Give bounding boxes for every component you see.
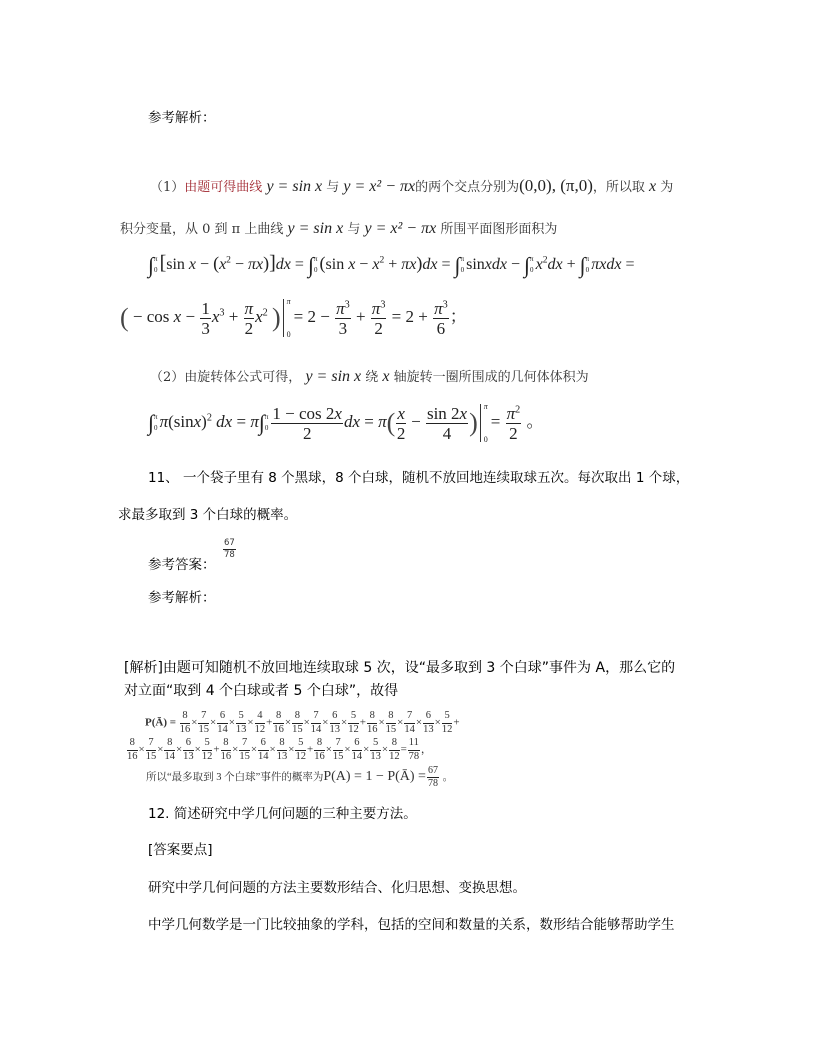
conclusion-den: 78 bbox=[427, 778, 438, 789]
q11-answer-den: 78 bbox=[224, 549, 235, 560]
part1-line2-b: 与 bbox=[347, 222, 361, 237]
analysis-label: 参考解析： bbox=[148, 110, 216, 126]
q11-explain-line2: 对立面“取到 4 个白球或者 5 个白球”，故得 bbox=[124, 683, 399, 699]
part2-var: x bbox=[382, 368, 390, 385]
solution-part1-line1 bbox=[150, 176, 673, 196]
q11-line1 bbox=[148, 466, 689, 486]
q11-answer-label: 参考答案： bbox=[148, 557, 216, 573]
equation-1: ∫ π 0 [sin $x - (x^2 - \pi x)]dx$ = ∫ π 0 (sin $x - x^2 + \pi x)dx$ = ∫ π 0 sinxdx − ∫ π 0 $x^2dx$ + ∫ π 0 πxdx = bbox=[148, 252, 635, 278]
q11-text-line1: 一个袋子里有 8 个黑球，8 个白球，随机不放回地连续取球五次。每次取出 1 个球， bbox=[182, 470, 690, 486]
q12-para1: 研究中学几何问题的方法主要数形结合、化归思想、变换思想。 bbox=[148, 880, 526, 896]
equation-3: ∫ π 0 $\pi(\sin x)^2$ dx = π∫ π 0 $\frac{1 - \cos 2x}{2}$ dx = π( $\frac{x}{2}$ − $\frac{\sin 2x}{4}$ ) π 0 = $\frac{\pi^2}{2}$ 。 bbox=[148, 402, 544, 444]
prob-row-1: P(Ā) = $\frac{8}{16}$ × $\frac{7}{15}$ × $\frac{6}{14}$ × $\frac{5}{13}$ × $\frac{4}{12}$ + $\frac{8}{16}$ × $\frac{8}{15}$ × $\frac{7}{14}$ × $\frac{6}{13}$ × $\frac{5}{12}$ + $\frac{8}{16}$ × $\frac{8}{15}$ × $\frac{7}{14}$ × $\frac{6}{13}$ × $\frac{5}{12}$ + bbox=[145, 710, 460, 735]
prob-conclusion: 所以“最多取到 3 个白球”事件的概率为P(A) = 1 − P(Ā) = $\frac{67}{78}$ 。 bbox=[146, 765, 454, 789]
q11-number: 11、 bbox=[148, 470, 179, 486]
q11-explain-line1: [解析]由题可知随机不放回地连续取球 5 次，设“最多取到 3 个白球”事件为 A，那么它的 bbox=[124, 660, 676, 676]
part1-text-a: 由题可得曲线 bbox=[184, 180, 263, 195]
q11-analysis-label: 参考解析： bbox=[148, 590, 216, 606]
part1-text-b: 与 bbox=[326, 180, 340, 195]
equation-2: ( − cos x − $\frac{1}{3}$ $x^3$ + $\frac{\pi}{2}$ $x^2$ ) π 0 = 2 − $\frac{\pi^3}{3}$ + $\frac{\pi^3}{2}$ = 2 + $\frac{\pi^3}{6}$ ； bbox=[120, 297, 467, 339]
conclusion-text: 所以“最多取到 3 个白球”事件的概率为 bbox=[146, 771, 324, 783]
part1-line2-expr-a: y = sin x bbox=[287, 220, 344, 237]
q12-title: 12. 简述研究中学几何问题的三种主要方法。 bbox=[148, 806, 417, 822]
part1-text-d: ，所以取 bbox=[592, 180, 645, 195]
prob-lhs: P(Ā) = bbox=[145, 716, 177, 729]
solution-part1-line2 bbox=[120, 218, 557, 238]
part1-var: x bbox=[649, 178, 657, 195]
part1-points: (0,0), (π,0) bbox=[519, 176, 593, 195]
q11-answer-fraction bbox=[222, 539, 237, 559]
q11-answer-num: 67 bbox=[224, 538, 235, 548]
part2-prefix: （2） bbox=[150, 370, 185, 385]
part2-text-b: 绕 bbox=[365, 370, 379, 385]
q11-text-line2: 求最多取到 3 个白球的概率。 bbox=[118, 507, 298, 523]
conclusion-num: 67 bbox=[427, 765, 438, 776]
prob-result-num: 11 bbox=[408, 738, 420, 751]
part1-line2-a: 积分变量，从 0 到 π 上曲线 bbox=[120, 222, 284, 237]
conclusion-expr: P(A) = 1 − P(Ā) = bbox=[323, 768, 426, 784]
prob-result-den: 78 bbox=[408, 750, 420, 762]
part1-expr-a: y = sin x bbox=[266, 178, 323, 195]
solution-part2-line bbox=[150, 366, 589, 386]
part1-line2-c: 所围平面图形面积为 bbox=[440, 222, 558, 237]
part2-text-a: 由旋转体公式可得， bbox=[184, 370, 302, 385]
part1-prefix: （1） bbox=[150, 180, 185, 195]
part1-line2-expr-b: y = x² − πx bbox=[364, 220, 437, 237]
q12-para2: 中学几何数学是一门比较抽象的学科，包括的空间和数量的关系，数形结合能够帮助学生 bbox=[148, 917, 675, 933]
q12-key-points-label: [答案要点] bbox=[148, 842, 213, 858]
part1-text-e: 为 bbox=[660, 180, 674, 195]
part2-expr: y = sin x bbox=[305, 368, 362, 385]
prob-row-2: $\frac{8}{16}$ × $\frac{7}{15}$ × $\frac{8}{14}$ × $\frac{6}{13}$ × $\frac{5}{12}$ + $\frac{8}{16}$ × $\frac{7}{15}$ × $\frac{6}{14}$ × $\frac{8}{13}$ × $\frac{5}{12}$ + $\frac{8}{16}$ × $\frac{7}{15}$ × $\frac{6}{14}$ × $\frac{5}{13}$ × $\frac{8}{12}$ = $\frac{11}{78}$ ， bbox=[127, 737, 432, 762]
part2-text-c: 轴旋转一圈所围成的几何体体积为 bbox=[393, 370, 589, 385]
part1-expr-b: y = x² − πx bbox=[343, 178, 416, 195]
part1-text-c: 的两个交点分别为 bbox=[415, 180, 520, 195]
